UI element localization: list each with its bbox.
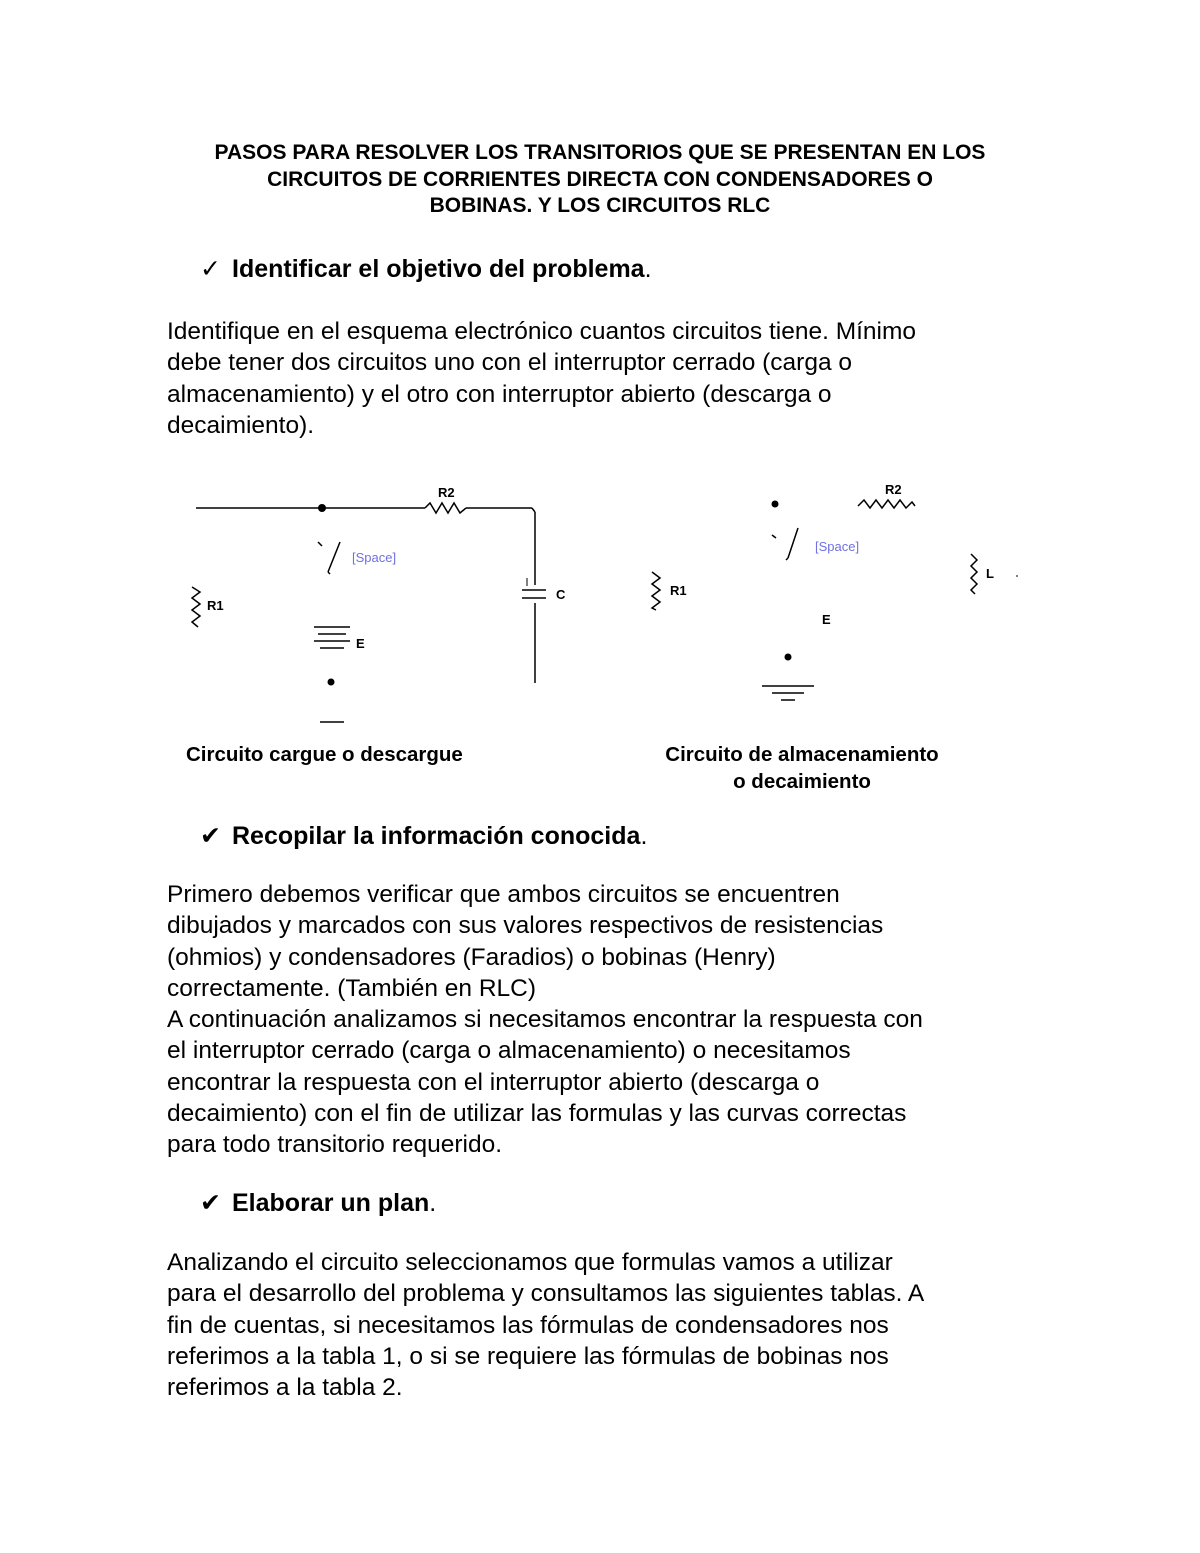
caption-text: Circuito cargue o descargue — [186, 743, 463, 766]
paragraph-line: referimos a la tabla 2. — [167, 1374, 403, 1402]
label-r1: R1 — [207, 598, 224, 613]
checkmark-icon: ✔ — [200, 822, 221, 850]
checkmark-icon: ✔ — [200, 1189, 221, 1217]
title-line: BOBINAS. Y LOS CIRCUITOS RLC — [429, 194, 771, 217]
paragraph-line: correctamente. (También en RLC) — [167, 974, 537, 1002]
paragraph-line: (ohmios) y condensadores (Faradios) o bobinas (Henry) — [167, 943, 776, 971]
paragraph-line: Primero debemos verificar que ambos circuitos se encuentren — [167, 881, 840, 908]
heading-period: . — [640, 822, 648, 850]
label-e: E — [356, 636, 365, 651]
heading-text: Identificar el objetivo del problema — [232, 255, 645, 283]
paragraph-line: almacenamiento) y el otro con interruptor abierto (descarga o — [167, 380, 832, 408]
paragraph-line: dibujados y marcados con sus valores respectivos de resistencias — [167, 912, 884, 940]
caption-text: Circuito de almacenamiento — [665, 743, 939, 766]
label-e: E — [822, 612, 831, 627]
section-heading-recopilar — [200, 821, 647, 851]
caption-right — [644, 741, 960, 795]
label-r2: R2 — [885, 482, 902, 497]
label-c: C — [556, 587, 566, 602]
checkmark-icon: ✓ — [200, 255, 221, 283]
paragraph-line: Analizando el circuito seleccionamos que formulas vamos a utilizar — [167, 1249, 893, 1276]
document-title — [150, 140, 1050, 220]
paragraph-line: A continuación analizamos si necesitamos encontrar la respuesta con — [167, 1006, 923, 1034]
label-space: [Space] — [815, 539, 860, 554]
section-heading-plan — [200, 1188, 436, 1218]
heading-text: Recopilar la información conocida — [232, 822, 641, 850]
paragraph-line: para todo transitorio requerido. — [167, 1131, 503, 1159]
section-heading-objetivo — [200, 254, 652, 284]
label-l: L — [986, 566, 994, 581]
caption-left — [186, 741, 463, 768]
paragraph-line: debe tener dos circuitos uno con el interruptor cerrado (carga o — [167, 349, 853, 377]
label-r1: R1 — [670, 583, 687, 598]
paragraph-recopilar — [167, 879, 1047, 1161]
title-line: CIRCUITOS DE CORRIENTES DIRECTA CON CONDENSADORES O — [267, 167, 933, 191]
paragraph-line: para el desarrollo del problema y consultamos las siguientes tablas. A — [167, 1280, 925, 1308]
circuit-diagram-charge — [180, 470, 570, 740]
heading-period: . — [644, 255, 652, 283]
title-line: PASOS PARA RESOLVER LOS TRANSITORIOS QUE SE PRESENTAN EN LOS — [214, 141, 986, 164]
circuit-diagram-storage — [640, 470, 1040, 720]
heading-period: . — [429, 1189, 437, 1217]
paragraph-objetivo — [167, 316, 1047, 441]
paragraph-line: encontrar la respuesta con el interruptor abierto (descarga o — [167, 1068, 820, 1096]
paragraph-line: Identifique en el esquema electrónico cuantos circuitos tiene. Mínimo — [167, 318, 917, 345]
paragraph-plan — [167, 1247, 1047, 1403]
paragraph-line: referimos a la tabla 1, o si se requiere las fórmulas de bobinas nos — [167, 1342, 889, 1370]
paragraph-line: el interruptor cerrado (carga o almacenamiento) o necesitamos — [167, 1037, 851, 1065]
paragraph-line: fin de cuentas, si necesitamos las fórmulas de condensadores nos — [167, 1311, 889, 1339]
label-r2: R2 — [438, 485, 455, 500]
heading-text: Elaborar un plan — [232, 1189, 430, 1217]
paragraph-line: decaimiento). — [167, 411, 315, 439]
paragraph-line: decaimiento) con el fin de utilizar las formulas y las curvas correctas — [167, 1100, 907, 1128]
label-space: [Space] — [352, 550, 397, 565]
caption-text: o decaimiento — [733, 770, 871, 793]
